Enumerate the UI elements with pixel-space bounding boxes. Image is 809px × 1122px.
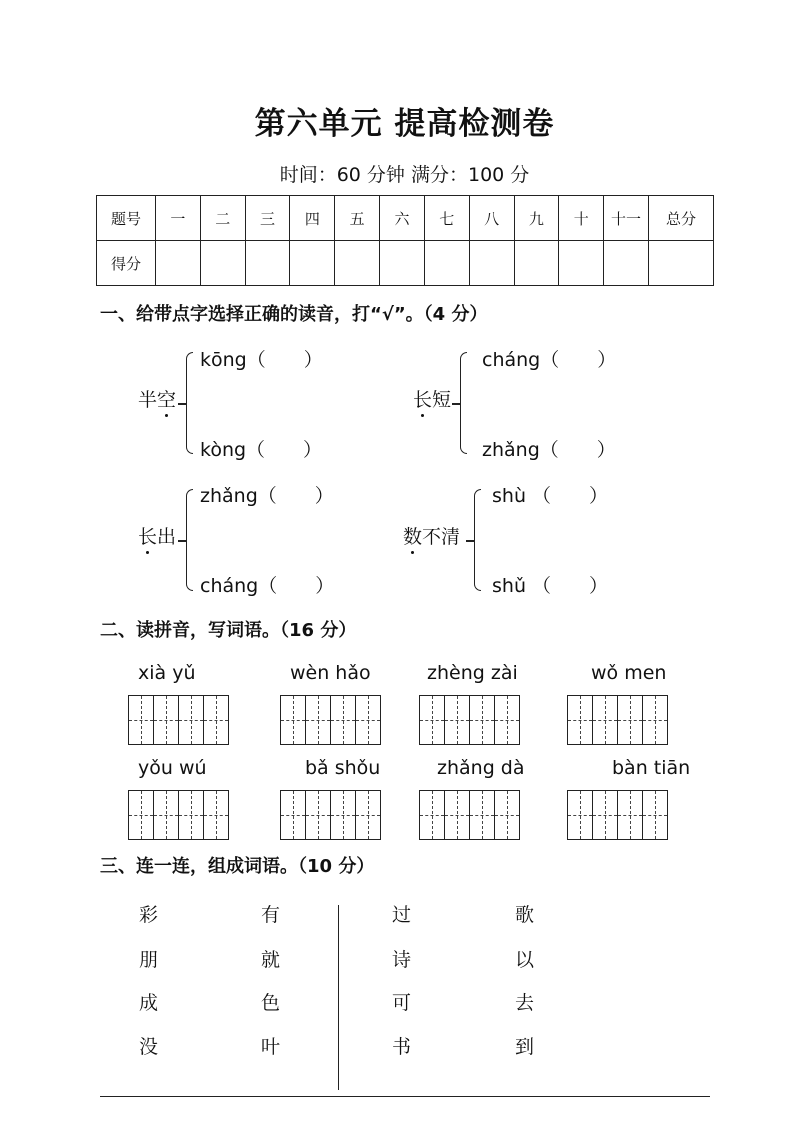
- score-cell[interactable]: [335, 241, 380, 286]
- total-label: 总分: [649, 196, 714, 241]
- pinyin-label: zhǎng dà: [437, 757, 525, 779]
- col-label: 五: [335, 196, 380, 241]
- match-char[interactable]: 成: [139, 992, 159, 1014]
- word-part: 不清: [422, 526, 461, 548]
- score-cell[interactable]: [290, 241, 335, 286]
- pinyin-label: wǒ men: [591, 662, 667, 684]
- match-char[interactable]: 有: [261, 904, 281, 926]
- word-part: 出: [157, 526, 177, 548]
- option[interactable]: kòng（ ）: [200, 439, 323, 461]
- header-label: 题号: [97, 196, 156, 241]
- match-char[interactable]: 可: [392, 992, 412, 1014]
- option[interactable]: cháng（ ）: [200, 575, 335, 597]
- page-title: 第六单元 提高检测卷: [254, 106, 555, 142]
- option[interactable]: shù （ ）: [492, 485, 609, 507]
- col-label: 一: [156, 196, 201, 241]
- word-item: [138, 385, 176, 412]
- pinyin-label: bǎ shǒu: [305, 757, 381, 779]
- match-char[interactable]: 诗: [392, 949, 412, 971]
- option[interactable]: shǔ （ ）: [492, 575, 609, 597]
- bottom-rule: [100, 1096, 710, 1097]
- brace-icon: [186, 489, 193, 591]
- writing-grid[interactable]: [419, 790, 520, 840]
- pinyin-label: zhèng zài: [427, 662, 518, 684]
- match-char[interactable]: 就: [261, 949, 281, 971]
- writing-grid[interactable]: [280, 695, 381, 745]
- exam-info: 时间：60 分钟 满分：100 分: [279, 164, 530, 186]
- match-char[interactable]: 到: [515, 1036, 535, 1058]
- match-char[interactable]: 叶: [261, 1036, 281, 1058]
- brace-icon: [474, 489, 481, 591]
- match-char[interactable]: 歌: [515, 904, 535, 926]
- section1-heading: 一、给带点字选择正确的读音，打“√”。（4 分）: [100, 304, 488, 325]
- writing-grid[interactable]: [280, 790, 381, 840]
- col-label: 四: [290, 196, 335, 241]
- col-label: 九: [514, 196, 559, 241]
- score-cell[interactable]: [604, 241, 649, 286]
- score-table-score-row: [97, 241, 714, 286]
- word-part: 短: [432, 389, 452, 411]
- col-label: 二: [200, 196, 245, 241]
- writing-grid[interactable]: [419, 695, 520, 745]
- col-label: 六: [380, 196, 425, 241]
- match-char[interactable]: 过: [392, 904, 412, 926]
- pinyin-label: bàn tiān: [612, 757, 691, 779]
- score-cell[interactable]: [424, 241, 469, 286]
- match-char[interactable]: 没: [139, 1036, 159, 1058]
- pinyin-label: yǒu wú: [138, 757, 207, 779]
- word-item: [138, 522, 176, 549]
- col-label: 八: [469, 196, 514, 241]
- word-item: [413, 385, 451, 412]
- match-char[interactable]: 色: [261, 992, 281, 1014]
- match-char[interactable]: 朋: [139, 949, 159, 971]
- section3-heading: 三、连一连，组成词语。（10 分）: [100, 856, 375, 877]
- dotted-char: 数: [403, 526, 423, 548]
- section2-heading: 二、读拼音，写词语。（16 分）: [100, 620, 357, 641]
- match-char[interactable]: 去: [515, 992, 535, 1014]
- col-label: 七: [424, 196, 469, 241]
- divider: [338, 905, 339, 1090]
- brace-icon: [186, 352, 193, 454]
- score-cell[interactable]: [514, 241, 559, 286]
- option[interactable]: zhǎng（ ）: [482, 439, 616, 461]
- match-char[interactable]: 彩: [139, 904, 159, 926]
- score-cell[interactable]: [649, 241, 714, 286]
- score-cell[interactable]: [559, 241, 604, 286]
- writing-grid[interactable]: [567, 790, 668, 840]
- score-cell[interactable]: [156, 241, 201, 286]
- writing-grid[interactable]: [567, 695, 668, 745]
- writing-grid[interactable]: [128, 695, 229, 745]
- writing-grid[interactable]: [128, 790, 229, 840]
- brace-icon: [460, 352, 467, 454]
- score-cell[interactable]: [245, 241, 290, 286]
- score-cell[interactable]: [200, 241, 245, 286]
- row-label: 得分: [97, 241, 156, 286]
- option[interactable]: kōng（ ）: [200, 349, 323, 371]
- score-cell[interactable]: [380, 241, 425, 286]
- dotted-char: 空: [157, 389, 177, 411]
- col-label: 十: [559, 196, 604, 241]
- pinyin-label: wèn hǎo: [290, 662, 371, 684]
- dotted-char: 长: [413, 389, 433, 411]
- col-label: 三: [245, 196, 290, 241]
- match-char[interactable]: 以: [515, 949, 535, 971]
- score-cell[interactable]: [469, 241, 514, 286]
- score-table-header-row: [97, 196, 714, 241]
- col-label: 十一: [604, 196, 649, 241]
- pinyin-label: xià yǔ: [138, 662, 196, 684]
- dotted-char: 长: [138, 526, 158, 548]
- score-table: [96, 195, 714, 286]
- option[interactable]: zhǎng（ ）: [200, 485, 334, 507]
- option[interactable]: cháng（ ）: [482, 349, 617, 371]
- word-item: [403, 522, 460, 549]
- match-char[interactable]: 书: [392, 1036, 412, 1058]
- word-part: 半: [138, 389, 158, 411]
